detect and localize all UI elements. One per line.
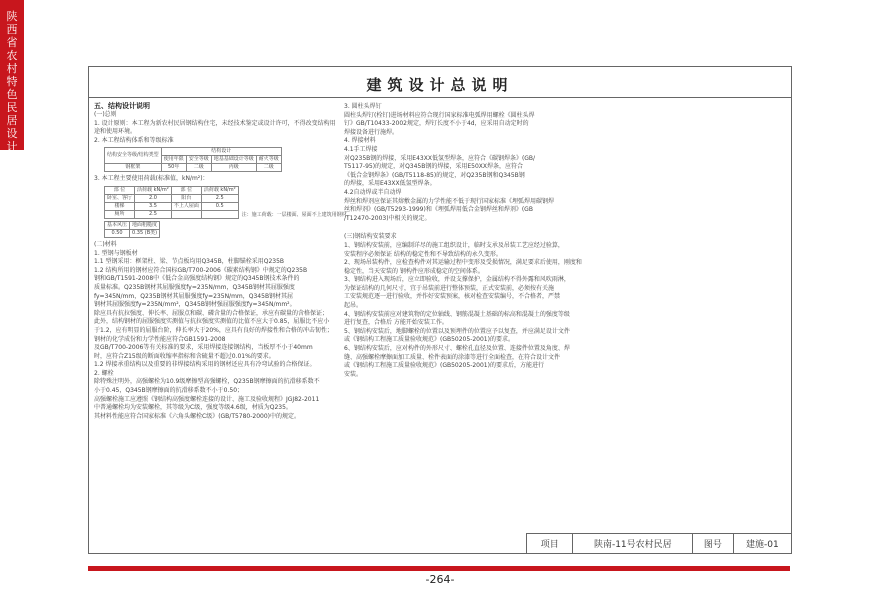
t2-cell: 2.5: [201, 194, 238, 202]
load-table: [104, 186, 239, 219]
structure-grade-table: [104, 147, 282, 172]
text-line: 稳定性，当天安装的 钢构件应形成稳定的空间体系。: [344, 267, 484, 275]
t2-cell: 3.5: [135, 202, 172, 210]
text-line: 时，应符合Z15级的断面收缩率指标和含硫量不超过0.01%的要求。: [94, 352, 275, 360]
text-line: 或《钢结构工程施工质量验收规范》(GB50205-2001)的要求后，方能进行: [344, 362, 544, 370]
title-block: [526, 533, 792, 553]
text-line: 焊接设备进行施焊。: [344, 128, 399, 136]
t2-cell: 不上人屋面: [171, 202, 201, 210]
text-line: 于1.2，应有明显的屈服台阶，伸长率大于20%，应具有良好的焊接性和合格的冲击韧性；: [94, 326, 333, 334]
text-line: 或《钢结构工程施工质量验收规范》(GB50205-2001)的要求。: [344, 336, 514, 344]
wind-table: [104, 221, 160, 238]
drawing-no-value: 建施-01: [734, 534, 792, 553]
t2-header: 部 位: [171, 186, 201, 194]
text-line: 钢和GB/T1591-2008中《低合金高强度结构钢》规定的Q345B钢技术条件的: [94, 275, 300, 283]
text-line: 高强螺栓施工应遵照《钢结构高强度螺栓连接的设计、施工及验收规程》JGJ82-2011: [94, 395, 320, 403]
text-line: T5117-95)的规定，对Q345B钢的焊接，采用E50XX焊条，应符合: [344, 163, 524, 171]
t2-cell: 楼梯: [105, 202, 135, 210]
text-line: 3. 本工程主要使用荷载(标准值，kN/m²)：: [94, 175, 209, 183]
title-rule: [88, 97, 792, 98]
text-line: 此外，结构钢材的屈服强度实测值与抗拉强度实测值的比值不应大于0.85，屈服比不应小: [94, 318, 330, 326]
left-lines-b: [94, 175, 339, 184]
text-line: 4.1手工焊接: [344, 145, 378, 153]
left-lines-a: [94, 111, 339, 145]
t3-header: 地面粗糙度: [130, 221, 160, 229]
project-label: 项目: [527, 534, 573, 553]
text-line: 小于0.45，Q345B钢摩擦面的抗滑移系数不小于0.50；: [94, 387, 244, 395]
text-line: 3. 圆柱头焊钉: [344, 103, 382, 110]
t2-cell: [171, 210, 201, 218]
load-table-wrap: [104, 186, 352, 219]
t3-cell: 0.50: [105, 229, 130, 237]
text-line: 1.1 型钢采用：框架柱、梁、节点板均用Q345B，柱脚锚栓采用Q235B: [94, 258, 285, 266]
t3-header: 基本风压: [105, 221, 130, 229]
t1-group-header: 结构设计: [161, 148, 281, 156]
text-line: 3、钢结构进入现场后，应立即验收，并设支撑保护，金属结构不得外露和风吹雨淋，: [344, 276, 570, 284]
text-line: 1. 设计原则：本工程为新农村民居钢结构住宅，未经技术鉴定或设计许可，不得改变结构用: [94, 119, 336, 127]
t2-header: 活荷载 kN/m²: [135, 186, 172, 194]
text-line: 除特殊注明外，高强螺栓为10.9级摩擦型高强螺栓，Q235B钢摩擦面的抗滑移系数不: [94, 378, 320, 386]
t2-header: 部 位: [105, 186, 135, 194]
t2-cell: 2.0: [135, 194, 172, 202]
text-line: 4. 焊接材料: [344, 137, 376, 145]
left-lines-c: [94, 241, 339, 421]
text-line: 起吊。: [344, 302, 363, 310]
text-line: 5、钢结构安装后，地脚螺栓的位置以及预埋件的位置应予以复查，并应满足设计文件: [344, 327, 570, 335]
bottom-accent-bar: [88, 566, 790, 571]
t1-header: 耐火等级: [256, 156, 281, 164]
t2-header: 活荷载 kN/m²: [201, 186, 238, 194]
text-line: 安装。: [344, 370, 363, 378]
text-line: 1.2 结构所用的钢材应符合国标GB/T700-2006《碳素结构钢》中规定的Q235B: [94, 266, 308, 274]
side-tab: [0, 0, 24, 179]
t1-cell: 钢框架: [105, 164, 162, 172]
text-line: 4.2自动焊或半自动焊: [344, 188, 402, 196]
text-line: 4、钢结构安装前应对建筑物的定位轴线、钢筋混凝土基础的标高和混凝土的强度等级: [344, 310, 570, 318]
t2-cell: 厕所: [105, 210, 135, 218]
project-value: 陕南-11号农村民居: [573, 534, 693, 553]
t2-cell: 卧室、客厅: [105, 194, 135, 202]
text-line: 安装程序必须保证 结构的稳定性和不导致结构的永久变形。: [344, 250, 502, 258]
text-line: 焊丝和焊剂应保证其熔敷金属的力学性能不低于现行国家标准《埋弧焊用碳钢焊: [344, 197, 555, 205]
text-line: (一)总则: [94, 111, 117, 118]
drawing-no-label: 图号: [693, 534, 734, 553]
left-column: [94, 101, 352, 421]
t1-cell: 丙级: [211, 164, 256, 172]
t1-header: 使用年限: [161, 156, 186, 164]
text-line: fy=345N/mm，Q235B钢材其屈服强度fy=235N/mm，Q345B钢材其屈: [94, 292, 294, 300]
side-tab-label: 陕西省农村特色民居设计图集: [6, 10, 18, 179]
text-line: 6、钢结构安装后，应对构件的外形尺寸、螺栓孔直径及位置、连接件位置及角度、焊: [344, 345, 570, 353]
text-line: 2、现场吊装构件，应检查构件对其运输过程中变形及受损情况，满足要求后使用，刚度和: [344, 259, 582, 267]
text-line: 进行复查，合格后 方能开始安装工作。: [344, 319, 448, 327]
text-line: 为保证结构的几何尺寸，宜于吊装前进行整体预装，正式安装前，必须按有关施: [344, 284, 555, 292]
section-heading: 五、结构设计说明: [94, 102, 150, 110]
text-line: 钢材其屈服强度fy=235N/mm²，Q345B钢材强屈服强度fy=345N/mm²。: [94, 301, 296, 309]
t1-cell: 50年: [161, 164, 186, 172]
text-line: 圆柱头焊钉(栓钉)进场材料应符合现行国家标准电弧焊用螺栓《圆柱头焊: [344, 111, 535, 119]
t2-cell: [201, 210, 238, 218]
load-table-note: 注：施工荷载：一层楼面、屋面不上建筑用钢材。: [241, 211, 352, 218]
t2-cell: 2.5: [135, 210, 172, 218]
text-line: 钢材的化学成份和力学性能应符合GB1591-2008: [94, 335, 226, 343]
text-line: 的焊接，采用E43XX低氢型焊条。: [344, 180, 436, 188]
text-line: 2. 本工程结构体系和等级标准: [94, 136, 174, 144]
text-line: /T12470-2003)中相关的规定。: [344, 214, 431, 222]
text-line: 质量标准。Q235B钢材其屈服强度fy=235N/mm，Q345B钢材其屈服强度: [94, 283, 295, 291]
text-line: 1. 型钢与钢板材: [94, 249, 138, 257]
text-line: (二)材料: [94, 240, 117, 248]
t3-cell: 0.35 (B类): [130, 229, 160, 237]
text-line: 《低合金钢焊条》(GB/T5118-85)的规定，对Q235B钢和Q345B钢: [344, 171, 525, 179]
text-line: 及GB/T700-2006等有关标准的要求，采用焊接连接钢结构，当板厚不小于40mm: [94, 344, 313, 352]
t1-header: 安全等级: [186, 156, 211, 164]
t1-header: 地基基础设计等级: [211, 156, 256, 164]
text-line: 对Q235B钢的焊接，采用E43XX低氢型焊条，应符合《碳钢焊条》(GB/: [344, 154, 536, 162]
t1-cell: 二级: [186, 164, 211, 172]
text-line: 1、钢结构安装前，应编制详尽的施工组织设计，临时支承及吊装工艺应经过验算，: [344, 241, 564, 249]
text-line: 1.2 焊接承重结构以及重要的非焊接结构采用的钢材还应具有冷弯试验的合格保证。: [94, 361, 316, 369]
t1-header: 结构安全等级/结构类型: [105, 148, 162, 164]
text-line: 缝、高强螺栓摩擦面加工质量、栓件表面的涂漆等进行全面检查，在符合设计文件: [344, 353, 561, 361]
right-lines-a: [344, 103, 584, 223]
text-line: 工安装规范逐一进行验收，并作好安装预案，核对检查安装编号，不合格者，严禁: [344, 293, 561, 301]
text-line: (三)钢结构安装要求: [344, 233, 397, 241]
text-line: 钉》GB/T10433-2002规定，焊钉长度不小于4d，应采用自动定时的: [344, 120, 529, 128]
text-line: 丝和焊剂》(GB/T5293-1999)和《埋弧焊用低合金钢焊丝和焊剂》(GB: [344, 206, 533, 214]
right-lines-b: [344, 233, 584, 379]
right-column: [344, 103, 584, 379]
text-line: 2. 螺栓: [94, 369, 114, 377]
t2-cell: 阳台: [171, 194, 201, 202]
t2-cell: 0.5: [201, 202, 238, 210]
text-line: 其材料性能应符合国家标准《六角头螺栓C级》(GB/T5780-2000)中的规定。: [94, 412, 301, 420]
text-line: 除应具有抗拉强度、伸长率、屈服点和碳、磷含量的合格保证，承应有碳量的含格保证；: [94, 309, 329, 317]
text-line: 途和使用环境。: [94, 128, 137, 136]
t1-cell: 二级: [256, 164, 281, 172]
text-line: 中普通螺栓均为安装螺栓，其等级为C级，强度等级4.6级，材质为Q235。: [94, 404, 292, 412]
page-title: 建筑设计总说明: [366, 76, 514, 94]
page-number: -264-: [425, 573, 455, 586]
